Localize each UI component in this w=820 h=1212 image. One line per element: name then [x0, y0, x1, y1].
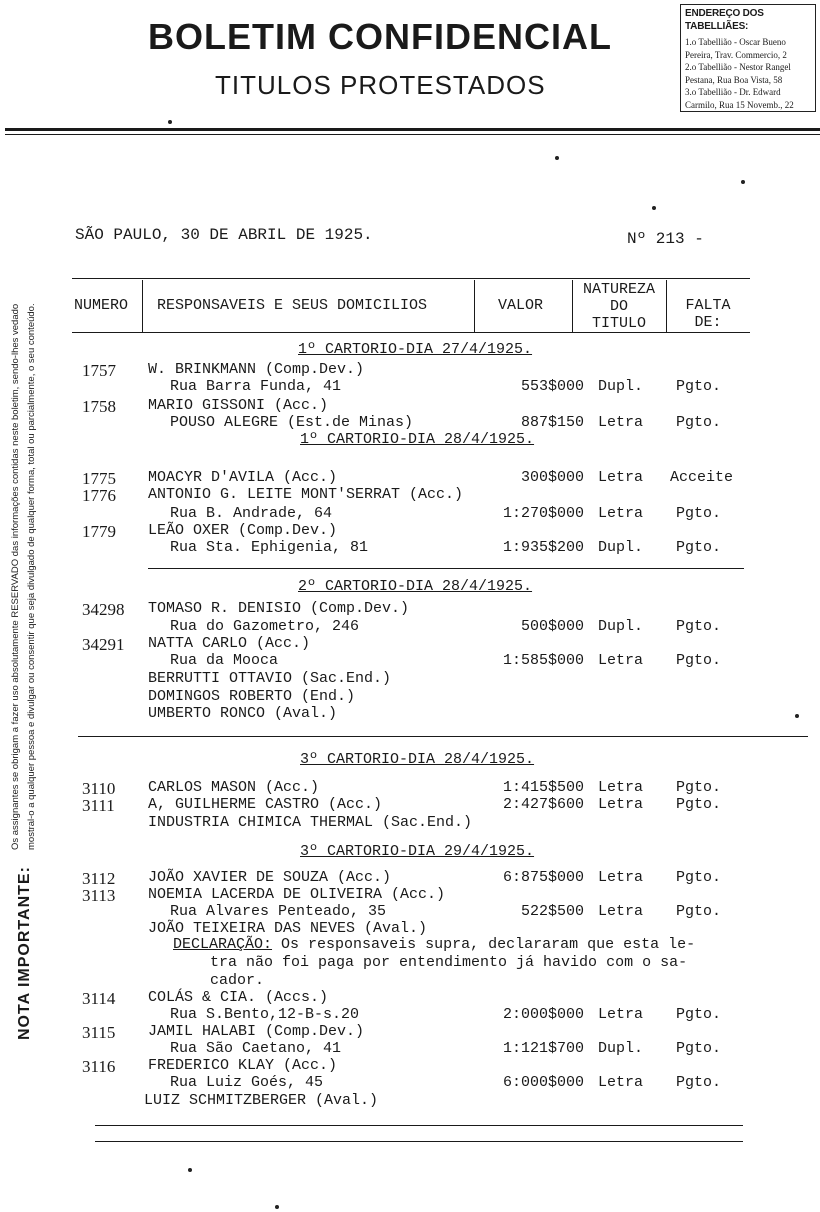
row-responsavel: COLÁS & CIA. (Accs.): [148, 989, 329, 1006]
row-falta: Pgto.: [676, 1040, 722, 1057]
row-responsavel: NATTA CARLO (Acc.): [148, 635, 311, 652]
row-valor: 2:000$000: [502, 1006, 584, 1023]
row-natureza: Letra: [598, 1006, 644, 1023]
row-number: 3114: [82, 989, 116, 1008]
scan-speck: [555, 156, 559, 160]
row-responsavel: Rua Barra Funda, 41: [170, 378, 342, 395]
row-number: 1757: [82, 361, 116, 380]
address-line: Carmilo, Rua 15 Novemb., 22: [685, 99, 794, 110]
row-responsavel: FREDERICO KLAY (Acc.): [148, 1057, 338, 1074]
row-responsavel: INDUSTRIA CHIMICA THERMAL (Sac.End.): [148, 814, 473, 831]
row-valor: 887$150: [520, 414, 584, 431]
row-natureza: Dupl.: [598, 539, 644, 556]
row-falta: Pgto.: [676, 378, 722, 395]
page-subtitle: TITULOS PROTESTADOS: [215, 70, 546, 100]
row-natureza: Letra: [598, 796, 644, 813]
row-valor: 500$000: [520, 618, 584, 635]
row-valor: 553$000: [520, 378, 584, 395]
row-valor: 6:875$000: [502, 869, 584, 886]
declaration-line: cador.: [210, 972, 265, 989]
row-falta: Pgto.: [676, 414, 722, 431]
row-responsavel: JAMIL HALABI (Comp.Dev.): [148, 1023, 365, 1040]
column-header-natureza: NATUREZA: [582, 281, 655, 298]
section-heading: 3º CARTORIO-DIA 29/4/1925.: [300, 843, 535, 860]
scan-speck: [741, 180, 745, 184]
row-responsavel: BERRUTTI OTTAVIO (Sac.End.): [148, 670, 392, 687]
issue-number: Nº 213 -: [627, 230, 704, 248]
column-header-falta: FALTA: [685, 297, 731, 314]
row-falta: Pgto.: [676, 1006, 722, 1023]
row-responsavel: ANTONIO G. LEITE MONT'SERRAT (Acc.): [148, 486, 464, 503]
declaration-label: DECLARAÇÃO:: [173, 936, 273, 953]
row-number: 3115: [82, 1023, 116, 1042]
row-number: 3113: [82, 886, 116, 905]
row-natureza: Dupl.: [598, 378, 644, 395]
side-note: [2, 200, 46, 1040]
row-responsavel: Rua do Gazometro, 246: [170, 618, 360, 635]
scan-speck: [795, 714, 799, 718]
declaration-line: tra não foi paga por entendimento já havido com o sa-: [210, 954, 688, 971]
row-responsavel: NOEMIA LACERDA DE OLIVEIRA (Acc.): [148, 886, 446, 903]
section-heading: 1º CARTORIO-DIA 27/4/1925.: [298, 341, 533, 358]
row-responsavel: Rua S.Bento,12-B-s.20: [170, 1006, 360, 1023]
row-valor: 1:121$700: [502, 1040, 584, 1057]
side-note-line: Os assignantes se obrigam a fazer uso absolutamente RESERVADO das informações contidas neste boletim, sendo-lhes vedado: [10, 303, 21, 850]
row-falta: Pgto.: [676, 869, 722, 886]
footer-rule: [95, 1141, 743, 1142]
side-note-line: mostral-o a qualquer pessoa e divulgar ou consentir que seja divulgado de qualquer forma, total ou parcialmente, o seu conteúdo.: [26, 303, 37, 850]
row-natureza: Dupl.: [598, 1040, 644, 1057]
column-divider: [572, 280, 573, 332]
row-responsavel: MOACYR D'AVILA (Acc.): [148, 469, 338, 486]
row-natureza: Letra: [598, 505, 644, 522]
row-falta: Pgto.: [676, 796, 722, 813]
row-number: 1776: [82, 486, 116, 505]
row-natureza: Letra: [598, 469, 644, 486]
column-header-numero: NUMERO: [74, 297, 129, 314]
row-responsavel: CARLOS MASON (Acc.): [148, 779, 320, 796]
row-natureza: Dupl.: [598, 618, 644, 635]
row-natureza: Letra: [598, 652, 644, 669]
row-valor: 1:935$200: [502, 539, 584, 556]
row-falta: Pgto.: [676, 652, 722, 669]
address-line: 3.o Tabellião - Dr. Edward: [685, 87, 781, 97]
row-falta: Pgto.: [676, 505, 722, 522]
declaration-line: [173, 936, 695, 953]
row-responsavel: LEÃO OXER (Comp.Dev.): [148, 522, 338, 539]
row-number: 3110: [82, 779, 116, 798]
column-header-natureza: DO: [609, 298, 628, 315]
row-number: 34298: [82, 600, 125, 619]
address-line: 2.o Tabellião - Nestor Rangel: [685, 62, 791, 72]
address-line: Pestana, Rua Boa Vista, 58: [685, 74, 783, 85]
row-responsavel: JOÃO TEIXEIRA DAS NEVES (Aval.): [148, 920, 428, 937]
row-valor: 6:000$000: [502, 1074, 584, 1091]
row-number: 1775: [82, 469, 116, 488]
address-line: Pereira, Trav. Commercio, 2: [685, 49, 787, 60]
row-responsavel: Rua Luiz Goés, 45: [170, 1074, 324, 1091]
row-natureza: Letra: [598, 779, 644, 796]
row-natureza: Letra: [598, 869, 644, 886]
column-divider: [142, 280, 143, 332]
row-responsavel: Rua B. Andrade, 64: [170, 505, 333, 522]
row-falta: Pgto.: [676, 903, 722, 920]
row-number: 3112: [82, 869, 116, 888]
row-responsavel: LUIZ SCHMITZBERGER (Aval.): [144, 1092, 379, 1109]
row-responsavel: Rua da Mooca: [170, 652, 279, 669]
address-box-heading: ENDEREÇO DOS TABELLIÃES:: [685, 8, 764, 32]
footer-rule: [95, 1125, 743, 1126]
row-natureza: Letra: [598, 414, 644, 431]
row-responsavel: MARIO GISSONI (Acc.): [148, 397, 329, 414]
row-valor: 300$000: [520, 469, 584, 486]
row-valor: 2:427$600: [502, 796, 584, 813]
section-heading: 1º CARTORIO-DIA 28/4/1925.: [300, 431, 535, 448]
table-header-rule: [72, 332, 750, 333]
row-number: 1779: [82, 522, 116, 541]
column-divider: [474, 280, 475, 332]
header-rule: [5, 128, 820, 131]
row-falta: Pgto.: [676, 539, 722, 556]
scan-speck: [168, 120, 172, 124]
row-responsavel: POUSO ALEGRE (Est.de Minas): [170, 414, 414, 431]
row-falta: Pgto.: [676, 1074, 722, 1091]
row-responsavel: Rua São Caetano, 41: [170, 1040, 342, 1057]
declaration-text: Os responsaveis supra, declararam que esta le-: [281, 936, 696, 953]
row-number: 3116: [82, 1057, 116, 1076]
row-responsavel: TOMASO R. DENISIO (Comp.Dev.): [148, 600, 410, 617]
address-box: [680, 4, 816, 112]
scan-speck: [652, 206, 656, 210]
row-natureza: Letra: [598, 903, 644, 920]
page-title: BOLETIM CONFIDENCIAL: [148, 16, 612, 57]
section-heading: 3º CARTORIO-DIA 28/4/1925.: [300, 751, 535, 768]
row-number: 34291: [82, 635, 125, 654]
header-rule-thin: [5, 134, 820, 135]
row-valor: 522$500: [520, 903, 584, 920]
column-header-natureza: TITULO: [591, 315, 646, 332]
row-natureza: Letra: [598, 1074, 644, 1091]
row-valor: 1:270$000: [502, 505, 584, 522]
row-responsavel: W. BRINKMANN (Comp.Dev.): [148, 361, 365, 378]
column-divider: [666, 280, 667, 332]
column-header-valor: VALOR: [498, 297, 544, 314]
section-rule: [78, 736, 808, 737]
date-line: SÃO PAULO, 30 DE ABRIL DE 1925.: [75, 226, 373, 244]
row-responsavel: JOÃO XAVIER DE SOUZA (Acc.): [148, 869, 392, 886]
column-header-responsaveis: RESPONSAVEIS E SEUS DOMICILIOS: [157, 297, 428, 314]
row-falta: Pgto.: [676, 779, 722, 796]
row-falta: Pgto.: [676, 618, 722, 635]
row-number: 3111: [82, 796, 115, 815]
address-line: 1.o Tabellião - Oscar Bueno: [685, 37, 786, 47]
scan-speck: [188, 1168, 192, 1172]
row-responsavel: A, GUILHERME CASTRO (Acc.): [148, 796, 383, 813]
row-responsavel: Rua Sta. Ephigenia, 81: [170, 539, 369, 556]
side-note-label: NOTA IMPORTANTE:: [16, 866, 33, 1040]
column-header-falta: DE:: [694, 314, 722, 331]
row-valor: 1:585$000: [502, 652, 584, 669]
row-responsavel: Rua Alvares Penteado, 35: [170, 903, 387, 920]
section-rule: [148, 568, 744, 569]
row-responsavel: DOMINGOS ROBERTO (End.): [148, 688, 356, 705]
section-heading: 2º CARTORIO-DIA 28/4/1925.: [298, 578, 533, 595]
row-falta: Acceite: [670, 469, 734, 486]
scan-speck: [275, 1205, 279, 1209]
row-number: 1758: [82, 397, 116, 416]
row-responsavel: UMBERTO RONCO (Aval.): [148, 705, 338, 722]
row-valor: 1:415$500: [502, 779, 584, 796]
table-top-rule: [72, 278, 750, 279]
